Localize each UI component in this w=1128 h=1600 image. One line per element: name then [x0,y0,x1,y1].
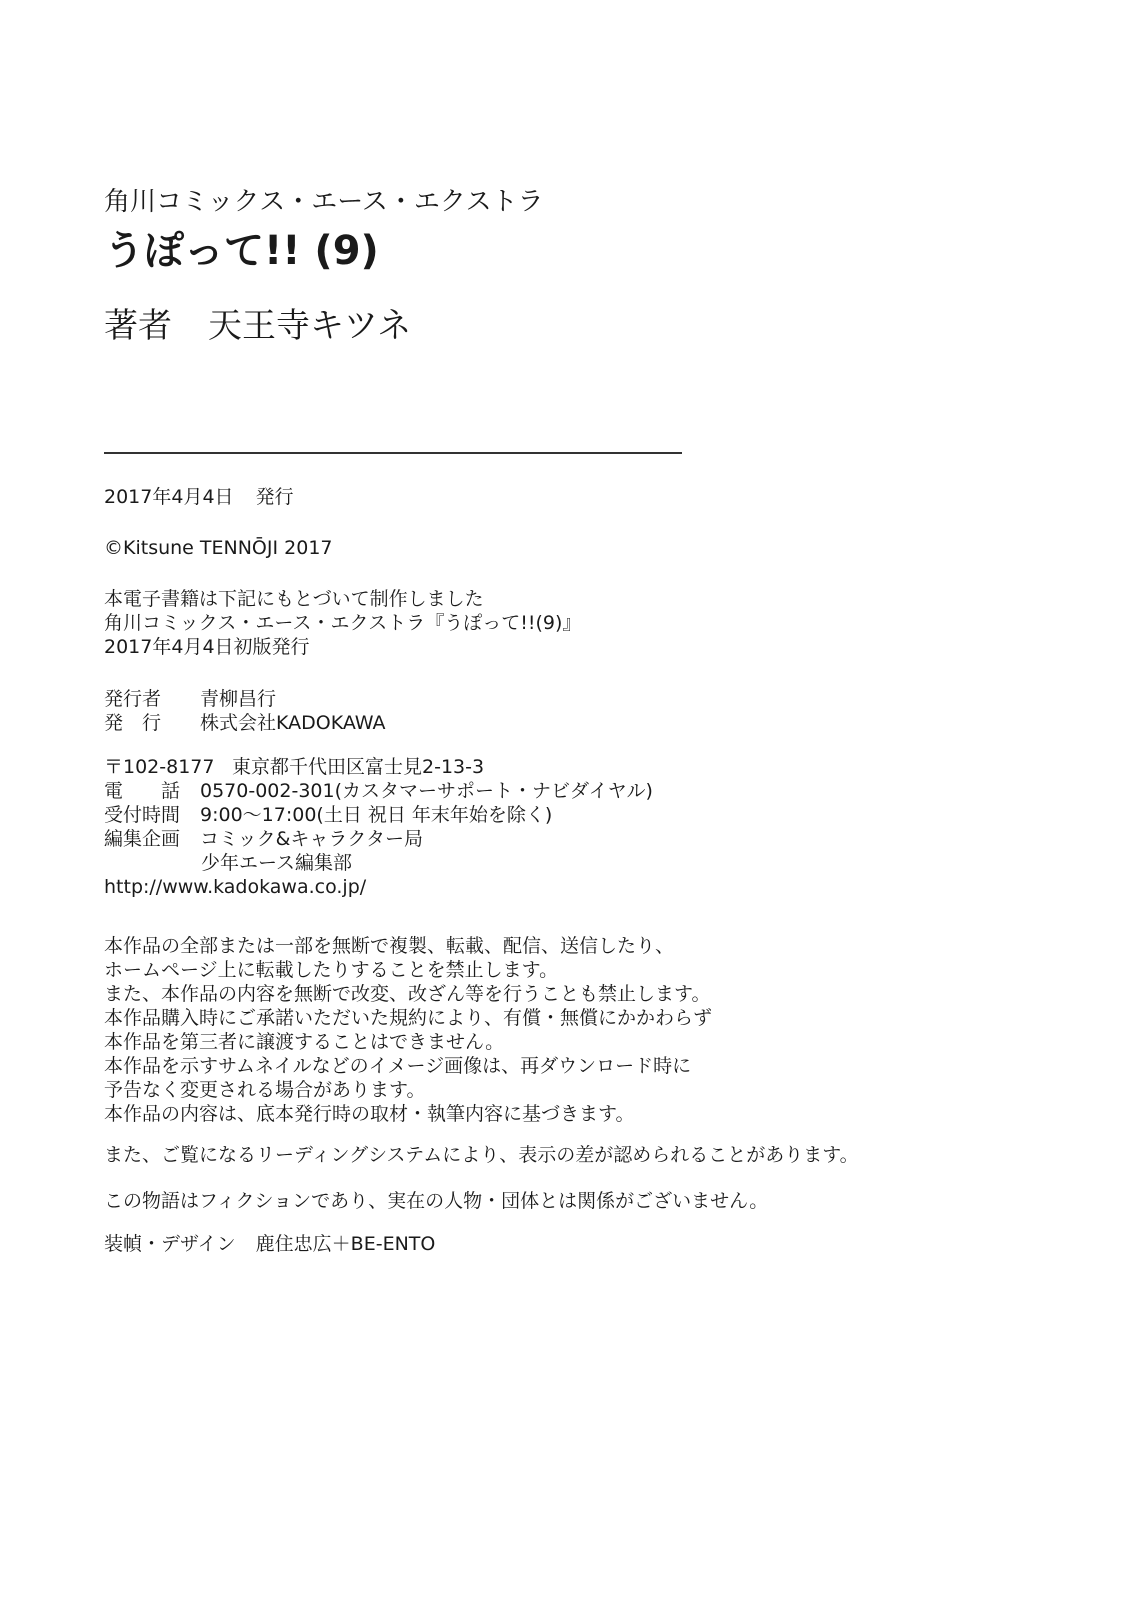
hours-label: 受付時間 [104,804,181,826]
publisher-name: 青柳昌行 [200,688,277,710]
design-credit [104,1232,435,1256]
company-line [104,711,386,735]
hours-line [104,803,552,827]
publisher-line [104,687,276,711]
reading-system-note: また、ご覧になるリーディングシステムにより、表示の差が認められることがあります。 [104,1144,859,1166]
edition-line-2: 角川コミックス・エース・エクストラ『うぽって!!(9)』 [104,612,582,634]
book-title: うぽって!! (9) [104,228,379,274]
editing-dept-2: 少年エース編集部 [201,852,353,874]
edition-line-3: 2017年4月4日初版発行 [104,636,310,658]
notice-line-1: 本作品の全部または一部を無断で複製、転載、配信、送信したり、 [104,935,675,957]
publisher-url[interactable]: http://www.kadokawa.co.jp/ [104,876,367,898]
address-line [104,755,484,779]
company-label: 発 行 [104,712,162,734]
publish-date: 2017年4月4日 [104,486,234,508]
publish-date-label: 発行 [255,486,294,508]
edition-line-1: 本電子書籍は下記にもとづいて制作しました [104,588,484,610]
postal-code: 〒102-8177 [104,756,215,778]
copyright: ©Kitsune TENNŌJI 2017 [104,537,333,559]
address: 東京都千代田区富士見2-13-3 [232,756,485,778]
phone-label: 電 話 [104,780,181,802]
editing-dept-1: コミック&キャラクター局 [200,828,424,850]
fiction-note: この物語はフィクションであり、実在の人物・団体とは関係がございません。 [104,1190,769,1212]
notice-line-7: 予告なく変更される場合があります。 [104,1079,426,1101]
notice-line-8: 本作品の内容は、底本発行時の取材・執筆内容に基づきます。 [104,1103,635,1125]
author-label: 著者 [104,306,172,346]
publisher-label: 発行者 [104,688,162,710]
notice-line-6: 本作品を示すサムネイルなどのイメージ画像は、再ダウンロード時に [104,1055,692,1077]
editing-label: 編集企画 [104,828,181,850]
author-name: 天王寺キツネ [208,306,412,346]
notice-line-5: 本作品を第三者に譲渡することはできません。 [104,1031,505,1053]
series-name: 角川コミックス・エース・エクストラ [104,187,544,217]
divider-rule [104,452,682,454]
company-name: 株式会社KADOKAWA [200,712,386,734]
editing-line [104,827,423,851]
notice-line-3: また、本作品の内容を無断で改変、改ざん等を行うことも禁止します。 [104,983,711,1005]
phone-line [104,779,653,803]
notice-line-4: 本作品購入時にご承諾いただいた規約により、有償・無償にかかわらず [104,1007,713,1029]
design-names: 鹿住忠広＋BE-ENTO [255,1233,436,1255]
author-line [104,305,411,347]
publish-date-line [104,485,294,509]
phone-number: 0570-002-301(カスタマーサポート・ナビダイヤル) [200,780,653,802]
hours: 9:00〜17:00(土日 祝日 年末年始を除く) [200,804,553,826]
notice-line-2: ホームページ上に転載したりすることを禁止します。 [104,959,559,981]
design-label: 装幀・デザイン [104,1233,236,1255]
